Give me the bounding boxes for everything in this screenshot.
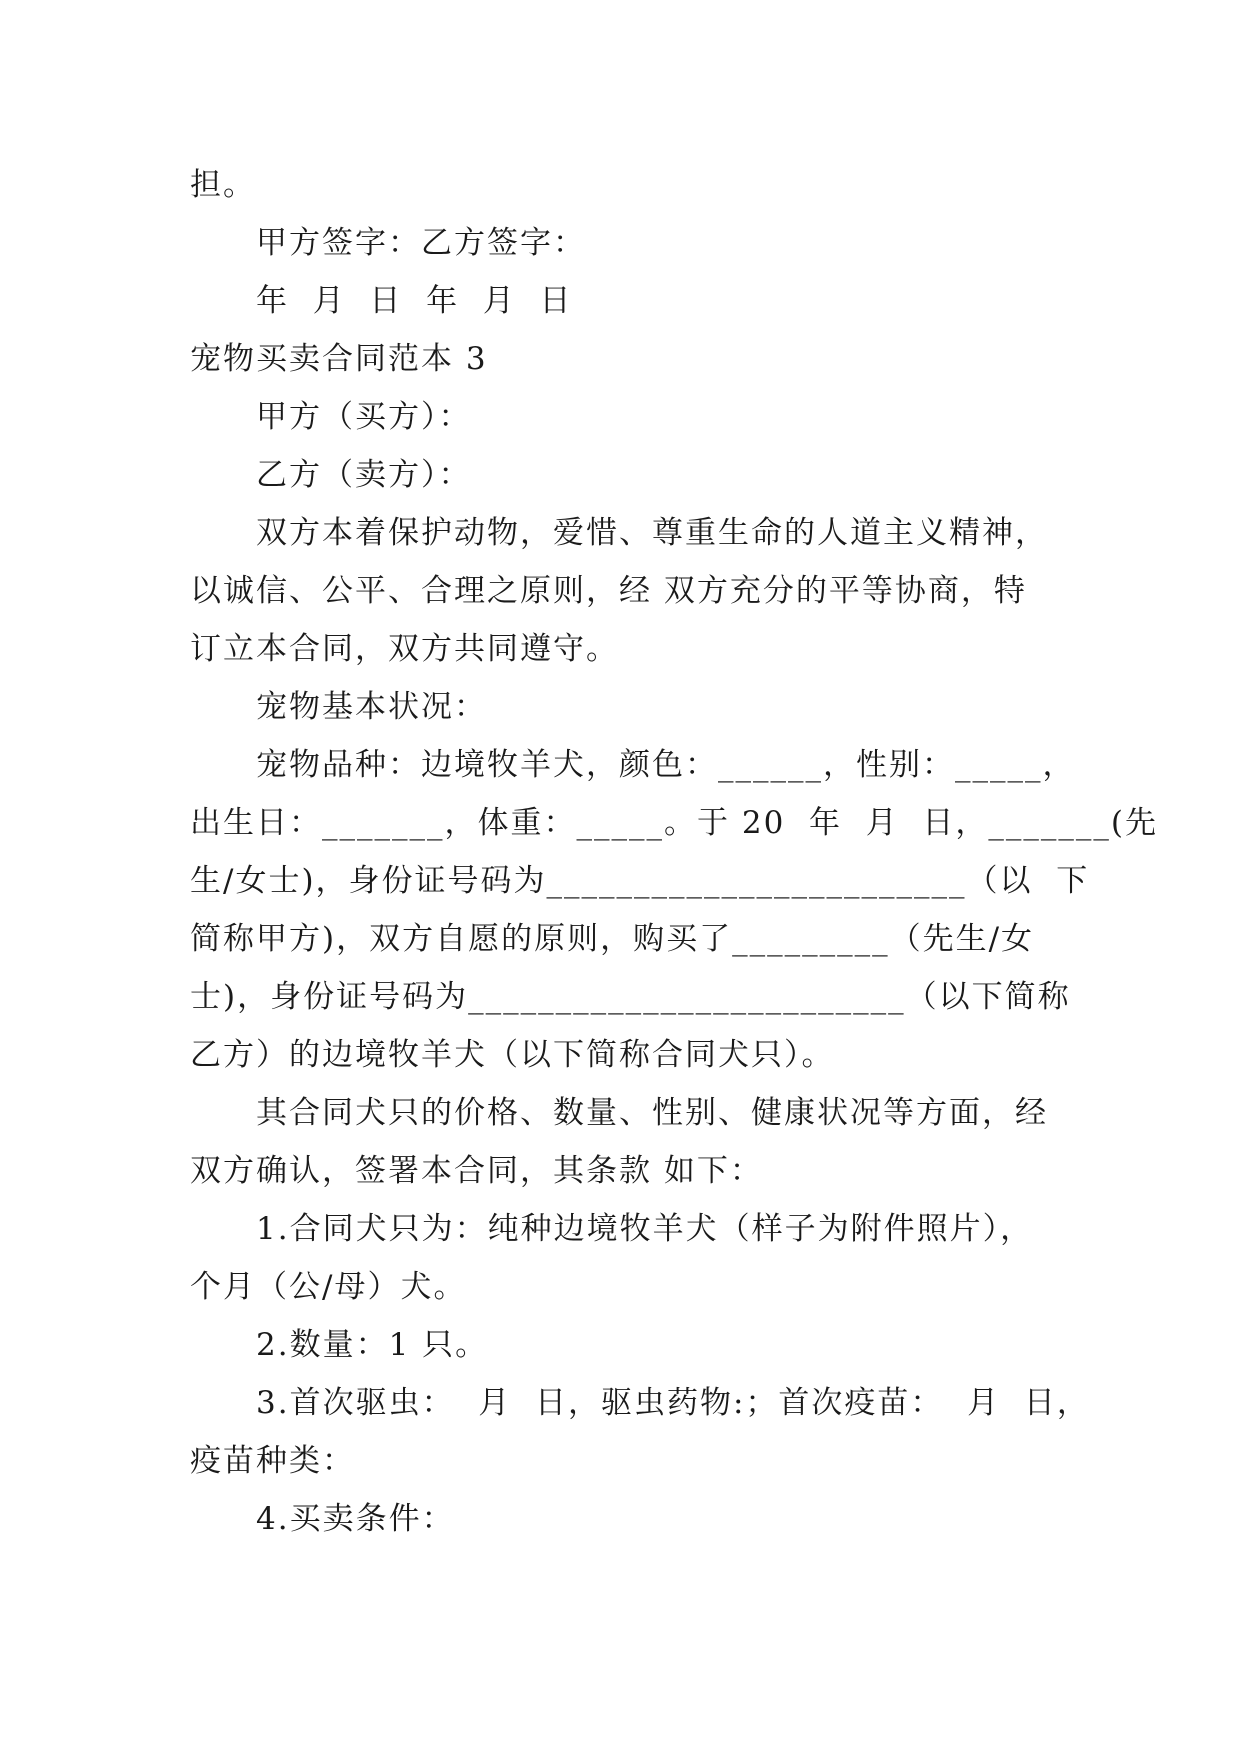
document-body	[190, 156, 1159, 1548]
text-line: 乙方）的边境牧羊犬（以下简称合同犬只）。	[190, 1037, 835, 1073]
text-line: 双方本着保护动物，爱惜、尊重生命的人道主义精神，	[256, 515, 1048, 551]
text-line: 甲方（买方）：	[256, 399, 472, 435]
text-line: 3.首次驱虫： 月 日，驱虫药物:；首次疫苗： 月 日，	[256, 1385, 1090, 1421]
text-line: 简称甲方)，双方自愿的原则，购买了_________（先生/女	[190, 921, 1035, 957]
text-line: 甲方签字：乙方签字：	[256, 225, 586, 261]
text-line: 乙方（卖方）：	[256, 457, 472, 493]
text-line: 生/女士)，身份证号码为________________________（以 下	[190, 863, 1090, 899]
text-line: 出生日：_______，体重：_____。于 20 年 月 日，_______(先	[190, 805, 1159, 841]
text-line: 宠物品种：边境牧羊犬，颜色：______，性别：_____，	[256, 747, 1076, 783]
text-line: 士)，身份证号码为_________________________（以下简称	[190, 979, 1071, 1015]
text-line: 1.合同犬只为：纯种边境牧羊犬（样子为附件照片），	[256, 1211, 1034, 1247]
text-line: 其合同犬只的价格、数量、性别、健康状况等方面，经	[256, 1095, 1048, 1131]
text-line: 订立本合同，双方共同遵守。	[190, 631, 619, 667]
text-line: 疫苗种类：	[190, 1443, 355, 1479]
text-line: 个月（公/母）犬。	[190, 1269, 467, 1305]
text-line: 宠物基本状况：	[256, 689, 487, 725]
text-line: 4.买卖条件：	[256, 1501, 455, 1537]
text-line: 以诚信、公平、合理之原则，经 双方充分的平等协商，特	[190, 573, 1027, 609]
text-line: 2.数量：1 只。	[256, 1327, 489, 1363]
text-line: 双方确认，签署本合同，其条款 如下：	[190, 1153, 763, 1189]
text-line: 年 月 日 年 月 日	[256, 283, 573, 319]
section-title: 宠物买卖合同范本 3	[190, 341, 488, 377]
text-line: 担。	[190, 167, 256, 203]
